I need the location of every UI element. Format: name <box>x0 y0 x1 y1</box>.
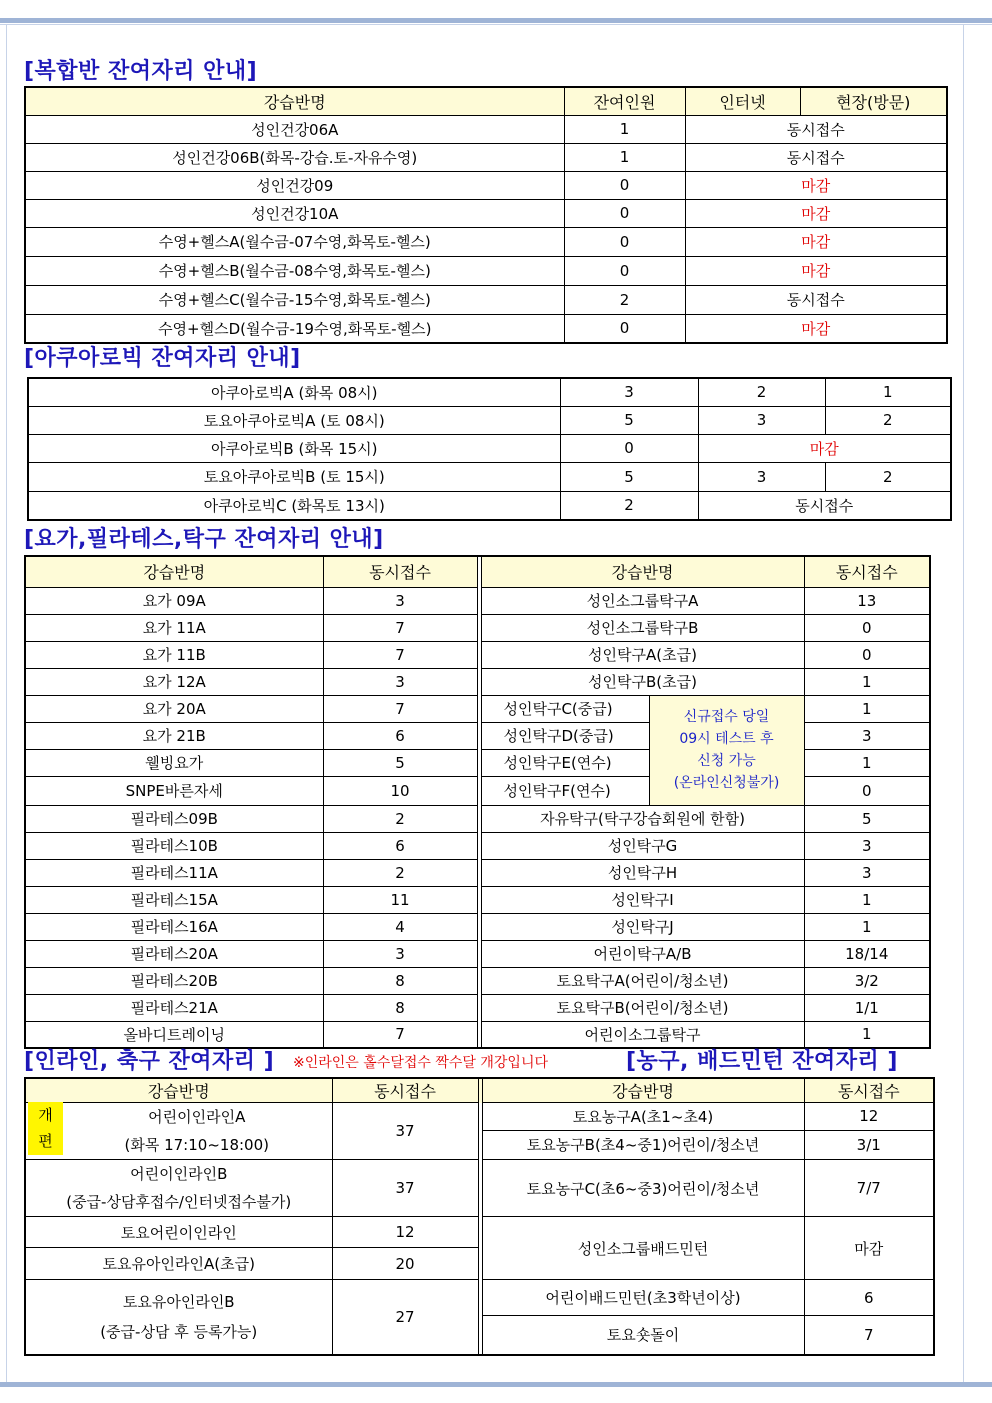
remaining-count: 0 <box>564 199 685 227</box>
revision-badge-bottom: 편 <box>28 1128 63 1155</box>
closed-status: 마감 <box>685 227 947 256</box>
section-title-yoga-pilates-tabletennis: [요가,필라테스,탁구 잔여자리 안내] <box>24 527 384 552</box>
onsite-count: 2 <box>825 462 951 491</box>
closed-status: 마감 <box>685 256 947 285</box>
page-frame-left <box>6 24 7 1384</box>
concurrent-count: 3 <box>323 940 477 967</box>
header-class-name: 강습반명 <box>25 556 323 587</box>
concurrent-count: 7 <box>323 695 477 722</box>
concurrent-count: 1/1 <box>804 994 930 1021</box>
class-name: 성인탁구D(중급) <box>481 722 649 749</box>
concurrent-count: 2 <box>323 859 477 886</box>
class-name: 수영+헬스B(월수금-08수영,화목토-헬스) <box>25 256 564 285</box>
class-name: 필라테스15A <box>25 886 323 913</box>
class-name: 어린이배드민턴(초3학년이상) <box>482 1280 804 1316</box>
class-name: SNPE바른자세 <box>25 776 323 805</box>
table-row <box>28 491 951 520</box>
concurrent-count: 12 <box>332 1217 478 1248</box>
concurrent-count: 0 <box>804 614 930 641</box>
table-header-row <box>25 556 930 587</box>
concurrent-count: 20 <box>332 1248 478 1280</box>
notice-line: 09시 테스트 후 <box>679 731 774 747</box>
status-text: 동시접수 <box>685 143 947 171</box>
table-aquarobic <box>27 377 952 521</box>
remaining-count: 2 <box>560 491 698 520</box>
notice-line: 신청 가능 <box>697 753 756 769</box>
class-name <box>25 1160 332 1217</box>
class-name: 어린이소그룹탁구 <box>481 1021 804 1048</box>
concurrent-count: 1 <box>804 749 930 776</box>
class-name: 필라테스21A <box>25 994 323 1021</box>
table-row <box>25 256 947 285</box>
concurrent-count: 11 <box>323 886 477 913</box>
closed-status: 마감 <box>698 434 951 462</box>
table-row <box>25 227 947 256</box>
concurrent-count: 5 <box>323 749 477 776</box>
header-remaining: 잔여인원 <box>564 87 685 115</box>
onsite-count: 1 <box>825 378 951 406</box>
class-name: 수영+헬스A(월수금-07수영,화목토-헬스) <box>25 227 564 256</box>
concurrent-count: 3/1 <box>804 1130 934 1159</box>
class-name: 필라테스11A <box>25 859 323 886</box>
class-name: 아쿠아로빅A (화목 08시) <box>28 378 560 406</box>
status-text: 동시접수 <box>698 491 951 520</box>
table-row <box>25 859 930 886</box>
table-row <box>28 462 951 491</box>
concurrent-count: 3 <box>323 668 477 695</box>
class-name: 필라테스20A <box>25 940 323 967</box>
concurrent-count: 12 <box>804 1103 934 1131</box>
concurrent-count: 37 <box>332 1103 478 1160</box>
class-name: 토요농구A(초1~초4) <box>482 1103 804 1131</box>
class-name: 성인탁구F(연수) <box>481 776 649 805</box>
concurrent-count: 8 <box>323 994 477 1021</box>
class-name-line2: (중급-상담후접수/인터넷접수불가) <box>66 1193 292 1211</box>
table-yoga <box>24 555 931 1049</box>
closed-status: 마감 <box>685 199 947 227</box>
table-row <box>25 886 930 913</box>
class-name: 토요숏돌이 <box>482 1316 804 1355</box>
class-name: 성인소그룹탁구B <box>481 614 804 641</box>
header-concurrent: 동시접수 <box>332 1078 478 1103</box>
internet-count: 3 <box>698 462 825 491</box>
class-name: 성인탁구J <box>481 913 804 940</box>
concurrent-count: 2 <box>323 805 477 832</box>
concurrent-count: 3 <box>323 587 477 614</box>
class-name: 수영+헬스D(월수금-19수영,화목토-헬스) <box>25 314 564 343</box>
table-combined <box>24 86 948 344</box>
class-name: 필라테스20B <box>25 967 323 994</box>
table-row <box>25 967 930 994</box>
table-row <box>25 115 947 143</box>
class-name: 요가 11B <box>25 641 323 668</box>
class-name: 성인탁구C(중급) <box>481 695 649 722</box>
page-frame-top <box>0 18 992 23</box>
class-name: 토요농구B(초4~중1)어린이/청소년 <box>482 1130 804 1159</box>
table-row <box>25 913 930 940</box>
class-name: 토요농구C(초6~중3)어린이/청소년 <box>482 1160 804 1217</box>
class-name: 자유탁구(탁구강습회원에 한함) <box>481 805 804 832</box>
class-name: 올바디트레이닝 <box>25 1021 323 1048</box>
header-class-name: 강습반명 <box>25 1078 332 1103</box>
class-name-line2: (중급-상담 후 등록가능) <box>100 1322 258 1341</box>
class-name: 아쿠아로빅B (화목 15시) <box>28 434 560 462</box>
table-row <box>25 1160 934 1217</box>
concurrent-count: 3 <box>804 832 930 859</box>
concurrent-count: 3/2 <box>804 967 930 994</box>
table-row <box>25 285 947 314</box>
internet-count: 2 <box>698 378 825 406</box>
concurrent-count: 7 <box>323 1021 477 1048</box>
remaining-count: 0 <box>564 314 685 343</box>
table-row <box>25 994 930 1021</box>
remaining-count: 0 <box>564 171 685 199</box>
class-name: 토요탁구B(어린이/청소년) <box>481 994 804 1021</box>
class-name: 요가 09A <box>25 587 323 614</box>
table-header-row <box>25 1078 934 1103</box>
remaining-count: 5 <box>560 462 698 491</box>
notice-line: (온라인신청불가) <box>673 775 780 791</box>
header-concurrent: 동시접수 <box>804 1078 934 1103</box>
class-name <box>25 1280 332 1355</box>
concurrent-count: 37 <box>332 1160 478 1217</box>
notice-line: 신규접수 당일 <box>683 709 770 725</box>
class-name: 성인탁구B(초급) <box>481 668 804 695</box>
header-concurrent: 동시접수 <box>323 556 477 587</box>
table-row <box>25 587 930 614</box>
table-row <box>25 1217 934 1248</box>
class-name: 토요어린이인라인 <box>25 1217 332 1248</box>
concurrent-count: 6 <box>323 722 477 749</box>
remaining-count: 0 <box>560 434 698 462</box>
concurrent-count: 10 <box>323 776 477 805</box>
remaining-count: 1 <box>564 143 685 171</box>
section-title-aquarobic: [아쿠아로빅 잔여자리 안내] <box>24 346 301 371</box>
table-row <box>25 614 930 641</box>
header-class-name: 강습반명 <box>482 1078 804 1103</box>
remaining-count: 2 <box>564 285 685 314</box>
inline-notice: ※인라인은 홀수달접수 짝수달 개강입니다 <box>293 1055 548 1071</box>
concurrent-count: 1 <box>804 1021 930 1048</box>
header-class-name: 강습반명 <box>481 556 804 587</box>
class-name-line1: 어린이인라인A <box>148 1108 246 1126</box>
table-row <box>25 832 930 859</box>
status-text: 동시접수 <box>685 115 947 143</box>
header-onsite: 현장(방문) <box>800 87 947 115</box>
class-name: 성인탁구A(초급) <box>481 641 804 668</box>
class-name: 아쿠아로빅C (화목토 13시) <box>28 491 560 520</box>
class-name: 요가 12A <box>25 668 323 695</box>
table-row <box>25 199 947 227</box>
class-name: 필라테스16A <box>25 913 323 940</box>
remaining-count: 0 <box>564 227 685 256</box>
section-title-basketball-badminton: [농구, 배드민턴 잔여자리 ] <box>626 1049 898 1074</box>
table-inline <box>24 1077 935 1356</box>
class-name: 토요아쿠아로빅B (토 15시) <box>28 462 560 491</box>
class-name: 요가 20A <box>25 695 323 722</box>
class-name: 요가 11A <box>25 614 323 641</box>
table-row <box>25 940 930 967</box>
class-name: 성인건강06B(화목-강습.토-자유수영) <box>25 143 564 171</box>
concurrent-count: 7 <box>323 614 477 641</box>
table-row <box>25 641 930 668</box>
concurrent-count: 18/14 <box>804 940 930 967</box>
concurrent-count: 1 <box>804 886 930 913</box>
page-frame-top-inner <box>0 24 992 25</box>
table-row <box>25 805 930 832</box>
concurrent-count: 1 <box>804 913 930 940</box>
table-row <box>25 695 930 722</box>
table-row <box>25 314 947 343</box>
class-name: 토요아쿠아로빅A (토 08시) <box>28 406 560 434</box>
concurrent-count: 1 <box>804 695 930 722</box>
class-name: 성인탁구H <box>481 859 804 886</box>
concurrent-count: 1 <box>804 668 930 695</box>
section-title-combined: [복합반 잔여자리 안내] <box>24 59 258 84</box>
table-row <box>28 378 951 406</box>
class-name-line1: 어린이인라인B <box>130 1165 228 1183</box>
concurrent-count: 27 <box>332 1280 478 1355</box>
remaining-count: 1 <box>564 115 685 143</box>
concurrent-count: 6 <box>804 1280 934 1316</box>
section-title-inline-soccer: [인라인, 축구 잔여자리 ] <box>24 1049 275 1074</box>
status-text: 동시접수 <box>685 285 947 314</box>
table-row <box>25 143 947 171</box>
concurrent-count: 0 <box>804 776 930 805</box>
class-name: 성인건강09 <box>25 171 564 199</box>
class-name: 필라테스10B <box>25 832 323 859</box>
concurrent-count: 6 <box>323 832 477 859</box>
remaining-count: 3 <box>560 378 698 406</box>
internet-count: 3 <box>698 406 825 434</box>
class-name-line2: (화목 17:10~18:00) <box>124 1136 269 1154</box>
header-class-name: 강습반명 <box>25 87 564 115</box>
table-row <box>25 171 947 199</box>
class-name: 웰빙요가 <box>25 749 323 776</box>
concurrent-count: 3 <box>804 722 930 749</box>
concurrent-count: 7/7 <box>804 1160 934 1217</box>
concurrent-count: 8 <box>323 967 477 994</box>
remaining-count: 5 <box>560 406 698 434</box>
table-row <box>25 668 930 695</box>
class-name: 토요탁구A(어린이/청소년) <box>481 967 804 994</box>
concurrent-count: 4 <box>323 913 477 940</box>
closed-status: 마감 <box>685 314 947 343</box>
page-frame-right <box>963 24 964 1384</box>
table-row <box>28 434 951 462</box>
class-name: 수영+헬스C(월수금-15수영,화목토-헬스) <box>25 285 564 314</box>
concurrent-count: 5 <box>804 805 930 832</box>
class-name: 필라테스09B <box>25 805 323 832</box>
class-name: 성인탁구E(연수) <box>481 749 649 776</box>
class-name: 요가 21B <box>25 722 323 749</box>
class-name: 성인탁구I <box>481 886 804 913</box>
header-internet: 인터넷 <box>685 87 800 115</box>
onsite-count: 2 <box>825 406 951 434</box>
table-row <box>28 406 951 434</box>
concurrent-count: 7 <box>804 1316 934 1355</box>
table-header-row <box>25 87 947 115</box>
class-name: 토요유아인라인A(초급) <box>25 1248 332 1280</box>
class-name: 성인소그룹탁구A <box>481 587 804 614</box>
concurrent-count: 13 <box>804 587 930 614</box>
class-name-line1: 토요유아인라인B <box>122 1292 235 1311</box>
concurrent-count: 마감 <box>804 1217 934 1280</box>
class-name: 성인건강10A <box>25 199 564 227</box>
class-name: 어린이탁구A/B <box>481 940 804 967</box>
remaining-count: 0 <box>564 256 685 285</box>
class-name: 성인건강06A <box>25 115 564 143</box>
table-row <box>25 1103 934 1131</box>
concurrent-count: 0 <box>804 641 930 668</box>
table-row <box>25 1280 934 1316</box>
revision-badge-top: 개 <box>28 1102 63 1128</box>
header-concurrent: 동시접수 <box>804 556 930 587</box>
class-name <box>25 1103 332 1160</box>
concurrent-count: 7 <box>323 641 477 668</box>
page-frame-bottom <box>0 1382 992 1387</box>
tabletennis-notice <box>649 695 804 805</box>
class-name: 성인소그룹배드민턴 <box>482 1217 804 1280</box>
class-name: 성인탁구G <box>481 832 804 859</box>
closed-status: 마감 <box>685 171 947 199</box>
concurrent-count: 3 <box>804 859 930 886</box>
